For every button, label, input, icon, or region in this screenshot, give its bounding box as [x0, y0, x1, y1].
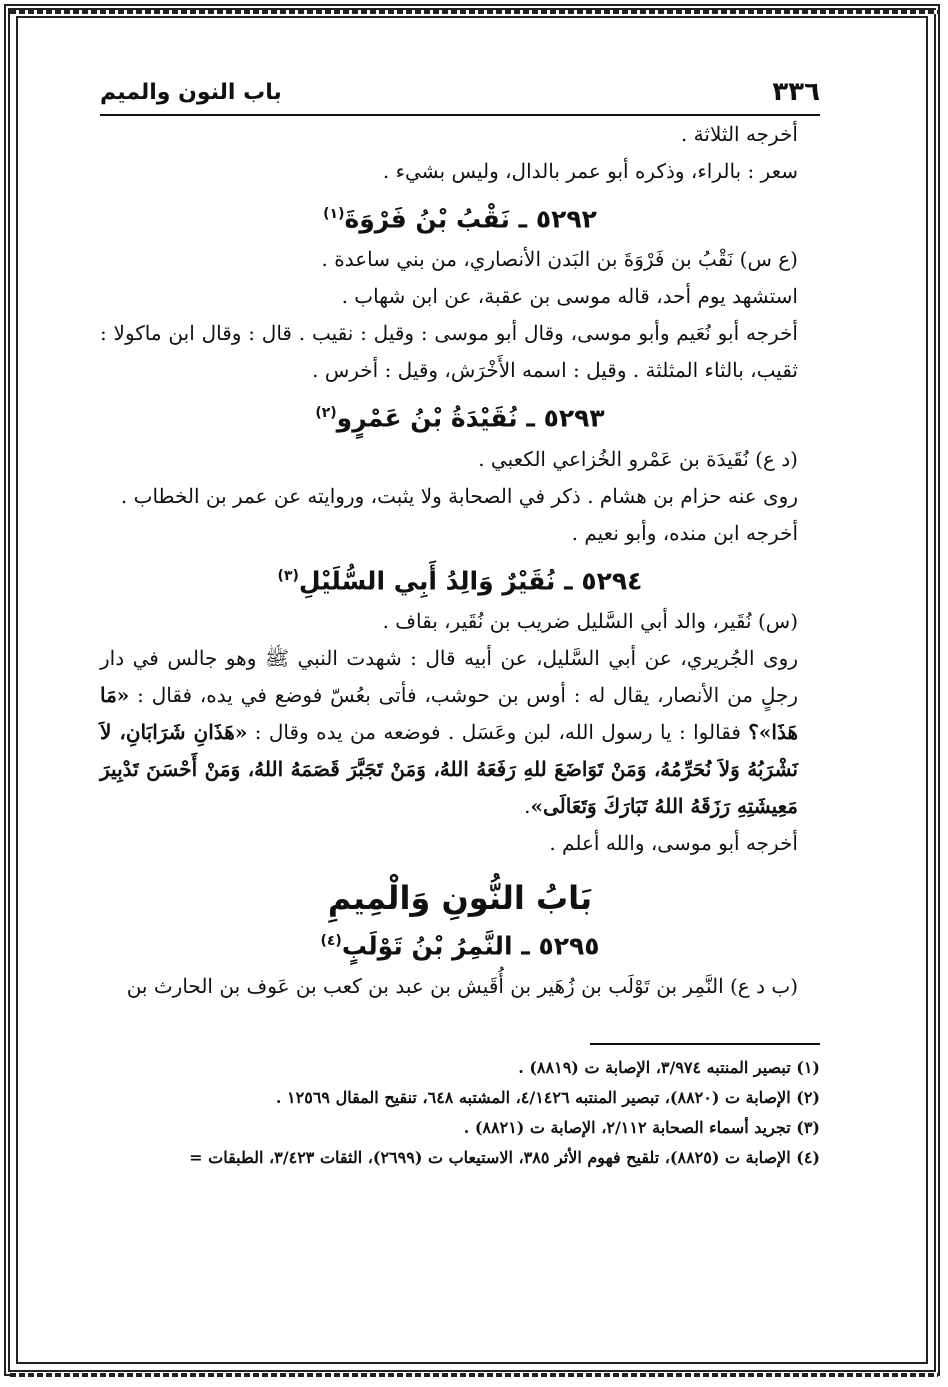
paragraph: أخرجه أبو نُعَيم وأبو موسى، وقال أبو موسى : وقيل : نقيب . قال : وقال ابن ماكولا : ثقيب، بالثاء المثلثة . وقيل : اسمه الأَخْرَش، وقيل : أخرس .: [100, 321, 798, 383]
paragraph: أخرجه الثلاثة .: [680, 122, 798, 146]
paragraph-text: روى الجُريري، عن أبي السَّليل، عن أبيه قال : شهدت النبي ﷺ وهو جالس في دار رجلٍ من الأنصار، يقال له : أوس بن حوشب، فأتى بعُسّ فوضع في يده، فقال :: [100, 645, 799, 707]
paragraph: (ع س) نَقْبُ بن فَرْوَةَ بن البَدن الأنصاري، من بني ساعدة .: [321, 247, 798, 272]
hadith-paragraph: [100, 640, 820, 825]
entry-heading-5293: [100, 395, 820, 436]
footnote-ref: (٣): [277, 567, 299, 584]
prophetic-quote: «مَا هَذَا»؟: [100, 682, 798, 744]
footnote: (١) تبصير المنتبه ٣/٩٧٤، الإصابة ت (٨٨١٩) .: [518, 1058, 820, 1078]
entry-heading-5295: [100, 923, 820, 964]
paragraph: روى عنه حزام بن هشام . ذكر في الصحابة ولا يثبت، وروايته عن عمر بن الخطاب .: [120, 483, 798, 508]
entry-title: ٥٢٩٥ ـ النَّمِرُ بْنُ تَوْلَبٍ: [341, 931, 600, 961]
running-title: باب النون والميم: [100, 79, 282, 105]
footnote: (٣) تجريد أسماء الصحابة ٢/١١٢، الإصابة ت (٨٨٢١) .: [463, 1118, 820, 1138]
entry-title: ٥٢٩٤ ـ نُقَيْرٌ وَالِدُ أَبِي السُّلَيْلِ: [298, 565, 643, 595]
paragraph: سعر : بالراء، وذكره أبو عمر بالدال، وليس بشيء .: [382, 159, 798, 183]
chapter-title: بَابُ النُّونِ وَالْمِيمِ: [327, 878, 593, 917]
footnote-divider: [590, 1043, 820, 1045]
entry-heading-5294: [100, 558, 820, 599]
footnote: (٢) الإصابة ت (٨٨٢٠)، تبصير المنتبه ٤/١٤٢٦، المشتبه ٦٤٨، تنقيح المقال ١٢٥٦٩ .: [275, 1088, 820, 1108]
decorative-chain-bottom: [10, 1373, 938, 1377]
footnote-ref: (٢): [315, 405, 337, 422]
main-text: [100, 116, 820, 1005]
paragraph: (ب د ع) النَّمِر بن تَوْلَب بن زُهَير بن أُقَيش بن عبد بن كعب بن عَوف بن الحارث بن: [126, 974, 798, 999]
footnote-ref: (٤): [320, 932, 342, 949]
paragraph: (د ع) نُقَيدَة بن عَمْرو الخُزاعي الكعبي .: [478, 446, 798, 471]
paragraph: (س) نُقَير، والد أبي السَّليل ضريب بن نُقَير، بقاف .: [382, 608, 798, 633]
paragraph: استشهد يوم أحد، قاله موسى بن عقبة، عن ابن شهاب .: [341, 284, 798, 309]
page-header: [100, 70, 820, 116]
footnotes: [100, 1053, 820, 1173]
paragraph: أخرجه أبو موسى، والله أعلم .: [549, 830, 798, 855]
paragraph: أخرجه ابن منده، وأبو نعيم .: [571, 520, 798, 545]
page-number: ٣٣٦: [772, 77, 820, 107]
paragraph-text: فقالوا : يا رسول الله، لبن وعَسَل . فوضعه من يده وقال :: [254, 719, 741, 744]
footnote: (٤) الإصابة ت (٨٨٢٥)، تلقيح فهوم الأثر ٣٨٥، الاستيعاب ت (٢٦٩٩)، الثقات ٣/٤٢٣، الطبقات =: [189, 1148, 820, 1168]
entry-heading-5292: [100, 196, 820, 237]
paragraph-text: .: [524, 793, 531, 818]
entry-title: ٥٢٩٣ ـ نُقَيْدَةُ بْنُ عَمْرٍو: [336, 403, 605, 433]
footnote-ref: (١): [323, 206, 345, 222]
entry-title: ٥٢٩٢ ـ نَقْبُ بْنُ فَرْوَةَ: [344, 204, 597, 234]
decorative-chain-top: [10, 10, 938, 14]
book-page: [100, 60, 820, 1340]
prophetic-quote: «هَذَانِ شَرَابَانِ، لاَ نَشْرَبُهُ وَلاَ نُحَرِّمُهُ، وَمَنْ تَوَاضَعَ للهِ رَفَعَهُ اللهُ، وَمَنْ تَجَبَّرَ قَصَمَهُ اللهُ، وَمَنْ أَحْسَنَ تَدْبِيرَ مَعِيشَتِهِ رَزَقَهُ اللهُ تَبَارَكَ وَتَعَالَى»: [100, 719, 798, 818]
